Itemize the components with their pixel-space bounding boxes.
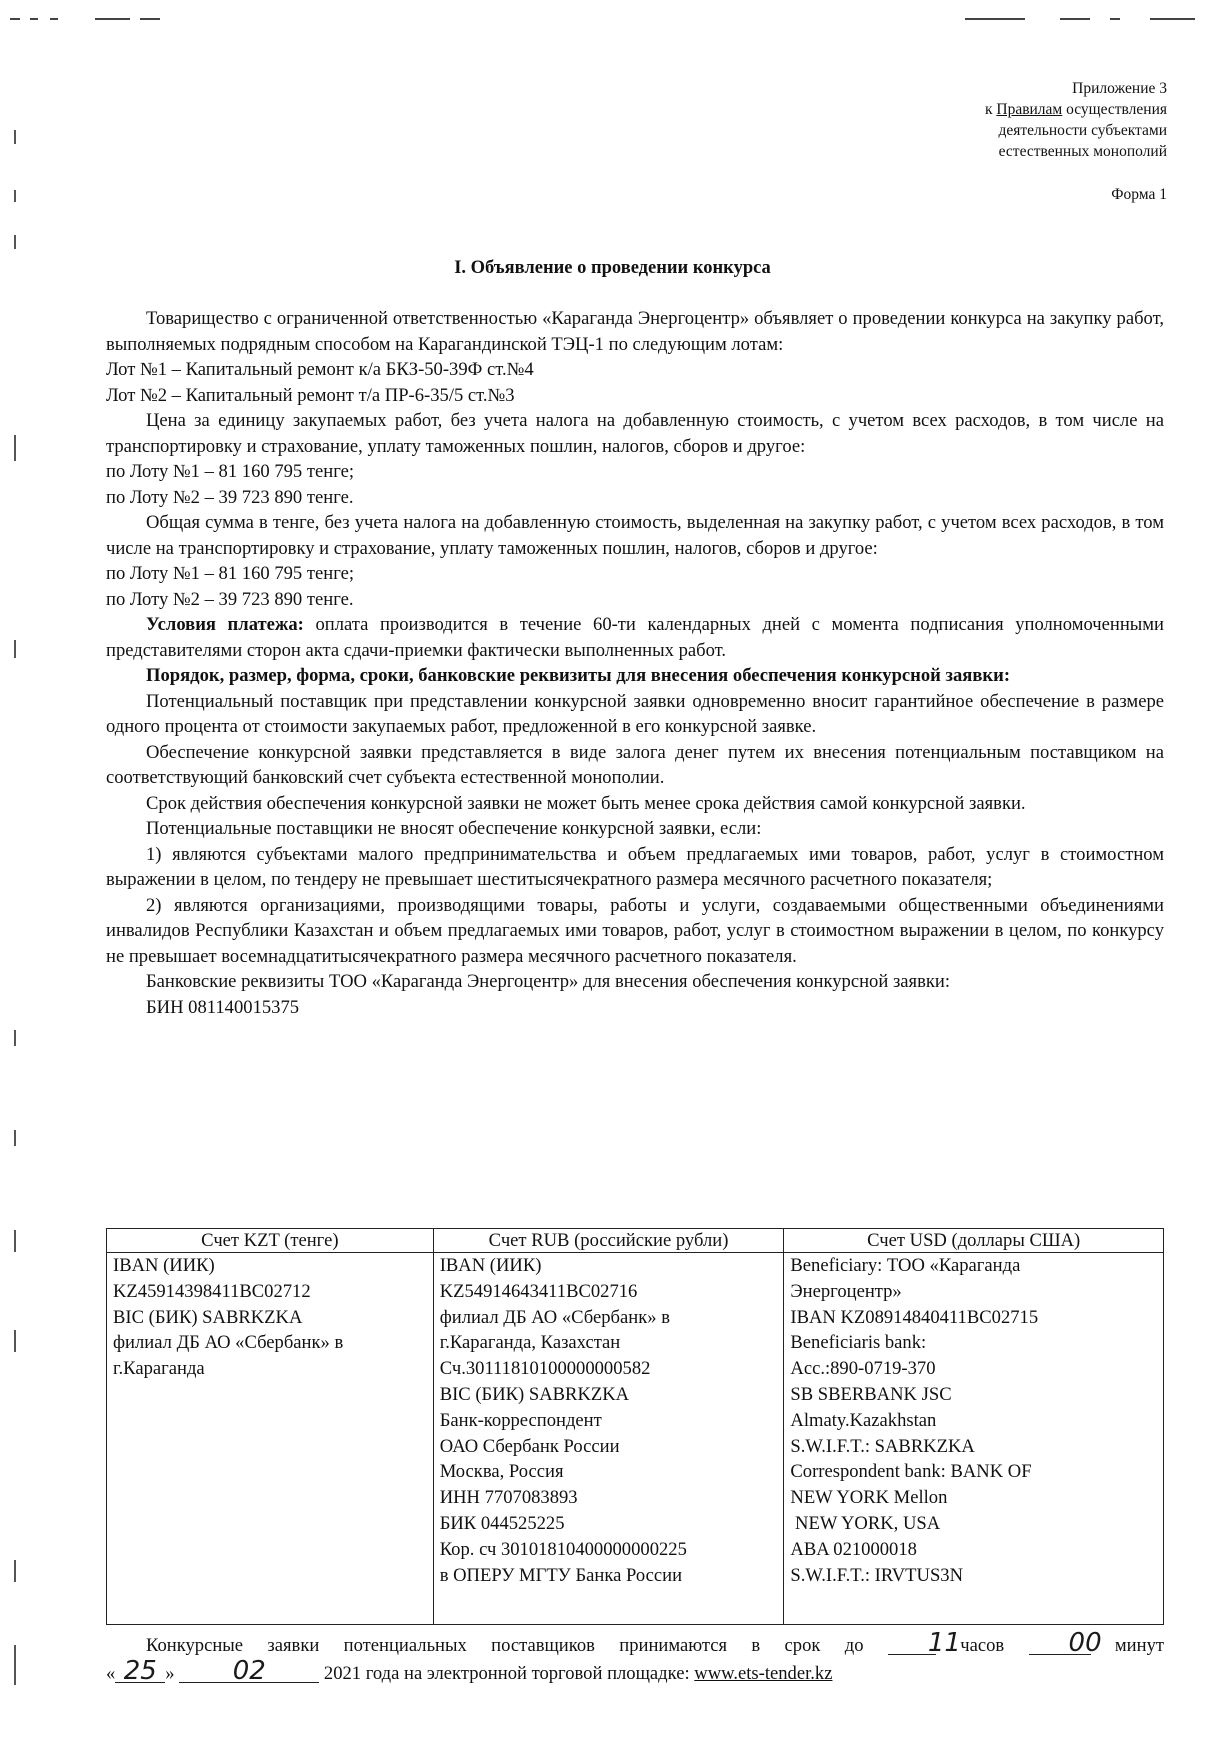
cell-line: BIC (БИК) SABRKZKA xyxy=(113,1306,303,1328)
cell-line: филиал ДБ АО «Сбербанк» в xyxy=(113,1332,344,1354)
price-line: по Лоту №1 – 81 160 795 тенге; xyxy=(106,461,355,482)
scan-artifact-line xyxy=(140,18,160,20)
scan-artifact-mark xyxy=(14,1130,16,1146)
scan-artifact-mark xyxy=(14,1645,16,1685)
security-paragraph: Обеспечение конкурсной заявки представляется в виде залога денег путем их внесения потенциальным поставщиком на соответствующий банковский счет субъекта естественной монополии. xyxy=(106,741,1164,788)
payment-terms-text: оплата производится в течение 60-ти календарных дней с момента подписания уполномоченными представителями сторон акта сдачи-приемки фактически выполненных работ. xyxy=(106,614,1164,661)
scan-artifact-line xyxy=(1060,18,1090,20)
cell-line: BIC (БИК) SABRKZKA xyxy=(439,1383,630,1405)
deadline-year-text: 2021 года на электронной торговой площадке: xyxy=(323,1663,695,1684)
scan-artifact-line xyxy=(50,18,58,20)
lot-line: Лот №1 – Капитальный ремонт к/а БКЗ-50-39Ф ст.№4 xyxy=(106,359,534,380)
cell-line: БИК 044525225 xyxy=(439,1512,565,1534)
cell-line: г.Караганда, Казахстан xyxy=(439,1332,621,1354)
bin-number: БИН 081140015375 xyxy=(146,996,300,1018)
scan-artifact-mark xyxy=(14,235,16,249)
quote-open: « xyxy=(106,1663,116,1684)
deadline-text: Конкурсные заявки потенциальных поставщиков принимаются в срок до xyxy=(146,1635,864,1656)
minutes-label: минут xyxy=(1114,1635,1164,1656)
cell-line: г.Караганда xyxy=(113,1358,205,1380)
payment-terms-paragraph xyxy=(106,612,1164,663)
exemption-item: 2) являются организациями, производящими товары, работы и услуги, создаваемыми общественными объединениями инвалидов Республики Казахстан и объем предлагаемых ими товаров, работ, услуг в стоимостном выражении в целом, по конкурсу не превышает восемнадцатитысячекратного размера месячного расчетного показателя. xyxy=(106,894,1164,967)
scan-artifact-mark xyxy=(14,1330,16,1352)
cell-line: IBAN KZ08914840411BC02715 xyxy=(790,1306,1039,1328)
total-amount-paragraph: Общая сумма в тенге, без учета налога на добавленную стоимость, выделенная на закупку работ, с учетом всех расходов, в том числе на транспортировку и страхование, уплату таможенных пошлин, налогов, сборов и другое: xyxy=(106,512,1164,559)
intro-paragraph: Товарищество с ограниченной ответственностью «Караганда Энергоцентр» объявляет о проведении конкурса на закупку работ, выполняемых подрядным способом на Карагандинской ТЭЦ-1 по следующим лотам: xyxy=(106,308,1164,355)
scan-artifact-mark xyxy=(14,640,16,658)
cell-line: IBAN (ИИК) xyxy=(113,1255,215,1276)
scan-artifact-mark xyxy=(14,130,16,144)
deadline-line-date xyxy=(106,1656,1164,1688)
cell-line: Acc.:890-0719-370 xyxy=(790,1358,936,1380)
column-header-usd: Счет USD (доллары США) xyxy=(784,1229,1164,1253)
rub-account-cell xyxy=(433,1253,784,1625)
cell-line: Энергоцентр» xyxy=(790,1280,902,1302)
price-line: по Лоту №1 – 81 160 795 тенге; xyxy=(106,563,355,584)
cell-line: KZ54914643411BC02716 xyxy=(439,1280,638,1302)
appendix-line: Приложение 3 xyxy=(1072,80,1167,97)
appendix-prefix: к xyxy=(984,101,997,118)
cell-line: Кор. сч 30101810400000000225 xyxy=(439,1538,687,1560)
cell-line: филиал ДБ АО «Сбербанк» в xyxy=(439,1306,670,1328)
cell-line: Банк-корреспондент xyxy=(439,1409,602,1431)
cell-line: NEW YORK, USA xyxy=(790,1512,941,1534)
exemption-intro: Потенциальные поставщики не вносят обеспечение конкурсной заявки, если: xyxy=(146,818,762,839)
appendix-suffix: осуществления xyxy=(1062,101,1167,118)
handwritten-minutes: 00 xyxy=(1029,1632,1091,1655)
scan-artifact-mark xyxy=(14,190,16,202)
scan-artifact-mark xyxy=(14,435,16,461)
security-heading: Порядок, размер, форма, сроки, банковские реквизиты для внесения обеспечения конкурсной заявки: xyxy=(146,665,1011,686)
form-label: Форма 1 xyxy=(1111,186,1167,203)
scan-artifact-mark xyxy=(14,1230,16,1252)
scan-artifact-line xyxy=(1110,18,1120,20)
scan-artifact-mark xyxy=(14,1560,16,1582)
lot-line: Лот №2 – Капитальный ремонт т/а ПР-6-35/5 ст.№3 xyxy=(106,384,515,406)
submission-deadline xyxy=(106,1628,1164,1688)
appendix-reference xyxy=(985,78,1167,162)
usd-account-cell xyxy=(784,1253,1164,1625)
cell-line: Correspondent bank: BANK OF xyxy=(790,1461,1032,1483)
table-header-row xyxy=(107,1229,1164,1253)
cell-line: Beneficiary: ТОО «Караганда xyxy=(790,1255,1021,1276)
announcement-body xyxy=(106,306,1164,1020)
appendix-line: деятельности субъектами xyxy=(998,122,1167,139)
scan-artifact-line xyxy=(95,18,130,20)
scan-artifact-line xyxy=(10,18,20,20)
cell-line: IBAN (ИИК) xyxy=(439,1255,542,1276)
appendix-line: естественных монополий xyxy=(998,143,1167,160)
cell-line: Beneficiaris bank: xyxy=(790,1332,927,1354)
kzt-account-cell xyxy=(107,1253,434,1625)
unit-price-paragraph: Цена за единицу закупаемых работ, без учета налога на добавленную стоимость, с учетом всех расходов, в том числе на транспортировку и страхование, уплату таможенных пошлин, налогов, сборов и другое: xyxy=(106,410,1164,457)
scan-artifact-line xyxy=(965,18,1025,20)
scan-artifact-line xyxy=(30,18,38,20)
scan-artifact-line xyxy=(1150,18,1195,20)
price-line: по Лоту №2 – 39 723 890 тенге. xyxy=(106,588,354,610)
cell-line: ИНН 7707083893 xyxy=(439,1487,578,1509)
cell-line: S.W.I.F.T.: IRVTUS3N xyxy=(790,1564,964,1586)
cell-line: SB SBERBANK JSC xyxy=(790,1383,952,1405)
appendix-line xyxy=(985,99,1167,120)
cell-line: S.W.I.F.T.: SABRKZKA xyxy=(790,1435,975,1457)
column-header-rub: Счет RUB (российские рубли) xyxy=(433,1229,784,1253)
document-title: I. Объявление о проведении конкурса xyxy=(454,258,771,278)
website-link[interactable]: www.ets-tender.kz xyxy=(694,1663,833,1684)
handwritten-hour: 11 xyxy=(888,1632,936,1655)
hours-label: часов xyxy=(960,1635,1005,1656)
cell-line: в ОПЕРУ МГТУ Банка России xyxy=(439,1564,683,1586)
cell-line: Almaty.Kazakhstan xyxy=(790,1409,937,1431)
bank-details-intro: Банковские реквизиты ТОО «Караганда Энергоцентр» для внесения обеспечения конкурсной заявки: xyxy=(146,971,951,992)
column-header-kzt: Счет KZT (тенге) xyxy=(107,1229,434,1253)
cell-line: KZ45914398411BC02712 xyxy=(113,1280,311,1302)
cell-line: Сч.30111810100000000582 xyxy=(439,1358,651,1380)
cell-line: ABA 021000018 xyxy=(790,1538,917,1560)
cell-line: ОАО Сбербанк России xyxy=(439,1435,620,1457)
cell-line: Москва, Россия xyxy=(439,1461,564,1483)
table-row xyxy=(107,1253,1164,1625)
security-paragraph: Срок действия обеспечения конкурсной заявки не может быть менее срока действия самой конкурсной заявки. xyxy=(146,792,1026,814)
payment-terms-label: Условия платежа: xyxy=(146,614,304,635)
rules-link[interactable]: Правилам xyxy=(996,101,1063,118)
handwritten-month: 02 xyxy=(179,1660,319,1683)
cell-line: NEW YORK Mellon xyxy=(790,1487,948,1509)
quote-close: » xyxy=(165,1663,175,1684)
security-paragraph: Потенциальный поставщик при представлении конкурсной заявки одновременно вносит гарантийное обеспечение в размере одного процента от стоимости закупаемых работ, предложенной в его конкурсной заявке. xyxy=(106,690,1164,737)
bank-details-table xyxy=(106,1228,1164,1625)
handwritten-day: 25 xyxy=(115,1660,165,1683)
price-line: по Лоту №2 – 39 723 890 тенге. xyxy=(106,486,354,508)
scan-artifact-mark xyxy=(14,1030,16,1046)
exemption-item: 1) являются субъектами малого предпринимательства и объем предлагаемых ими товаров, работ, услуг в стоимостном выражении в целом, по тендеру не превышает шеститысячекратного размера месячного расчетного показателя; xyxy=(106,843,1164,890)
